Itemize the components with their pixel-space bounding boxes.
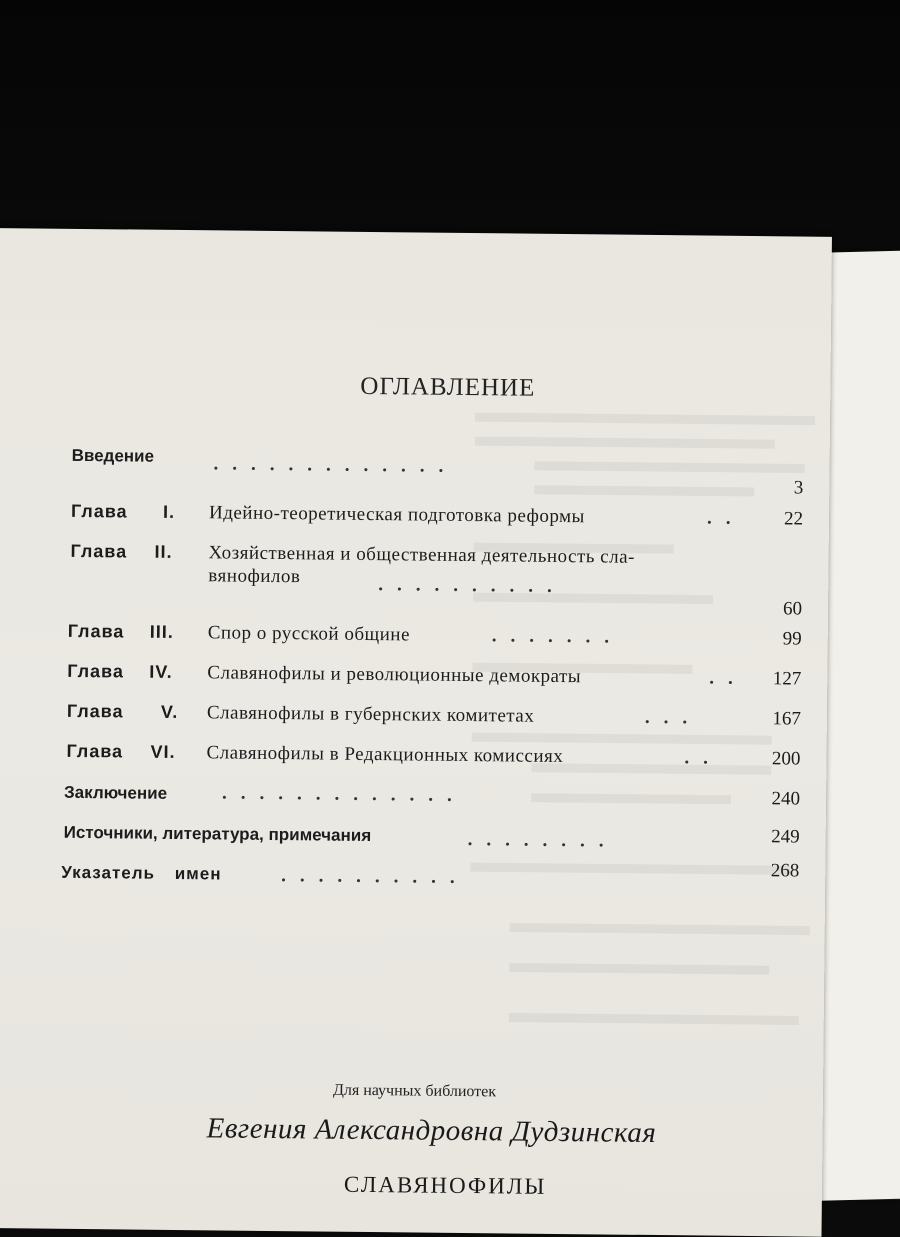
chapter-label: Глава xyxy=(67,620,125,642)
toc-page-number: 167 xyxy=(772,708,802,730)
chapter-label: Глава xyxy=(70,540,128,562)
chapter-title: Идейно-теоретическая подготовка реформы xyxy=(208,502,585,528)
chapter-numeral: II. xyxy=(154,541,173,562)
toc-entry-conclusion[interactable] xyxy=(0,780,826,823)
toc-entry-chapter-3[interactable] xyxy=(0,620,828,663)
leader-dots: .. xyxy=(709,667,747,689)
toc-page-number: 127 xyxy=(772,668,802,690)
chapter-numeral: III. xyxy=(149,621,174,642)
leader-dots: .. xyxy=(684,747,723,769)
toc-entry-chapter-6[interactable] xyxy=(0,740,827,783)
leader-dots: ... xyxy=(644,706,702,729)
chapter-label: Глава xyxy=(66,700,124,722)
toc-page-number: 240 xyxy=(771,788,801,810)
toc-entry-chapter-1[interactable] xyxy=(0,500,829,543)
leader-dots: ............. xyxy=(221,782,466,807)
leader-dots: ........ xyxy=(467,829,618,852)
chapter-title-continued: вянофилов xyxy=(208,565,301,588)
toc-entry-title: Заключение xyxy=(63,782,168,803)
toc-page-number: 268 xyxy=(770,860,800,882)
chapter-title: Хозяйственная и общественная деятельность сла- xyxy=(208,542,636,568)
chapter-numeral: I. xyxy=(162,501,176,522)
leader-dots: ............. xyxy=(213,453,458,477)
toc-entry-index[interactable] xyxy=(0,852,825,901)
toc-page-number: 60 xyxy=(782,598,803,620)
leader-dots: .......... xyxy=(281,865,469,889)
leader-dots: ....... xyxy=(491,625,624,648)
toc-entry-title: Источники, литература, примечания xyxy=(63,822,372,846)
toc-entry-intro[interactable] xyxy=(0,445,830,499)
toc-entry-chapter-2[interactable] xyxy=(0,540,829,619)
library-note: Для научных библиотек xyxy=(332,1081,497,1101)
toc-page-number: 249 xyxy=(771,826,800,848)
toc-page-number: 200 xyxy=(771,748,801,770)
book-page xyxy=(0,228,832,1237)
chapter-title: Славянофилы в губернских комитетах xyxy=(206,702,535,727)
toc-page-number: 22 xyxy=(783,508,804,530)
chapter-label: Глава xyxy=(66,740,124,762)
book-title: СЛАВЯНОФИЛЫ xyxy=(343,1171,547,1199)
chapter-title: Славянофилы и революционные демократы xyxy=(207,662,582,688)
chapter-title: Славянофилы в Редакционных комиссиях xyxy=(206,742,564,768)
toc-entry-chapter-5[interactable] xyxy=(0,700,827,743)
chapter-label: Глава xyxy=(67,660,125,682)
chapter-label: Глава xyxy=(70,500,128,522)
toc-entry-title: Указатель имен xyxy=(61,862,222,884)
leader-dots: .......... xyxy=(378,574,566,598)
chapter-title: Спор о русской общине xyxy=(207,622,411,646)
toc-entry-title: Введение xyxy=(71,445,155,466)
author-name: Евгения Александровна Дудзинская xyxy=(206,1112,657,1150)
chapter-numeral: V. xyxy=(160,701,179,722)
toc-page-number: 99 xyxy=(782,628,802,650)
page-title: ОГЛАВЛЕНИЕ xyxy=(360,372,536,402)
chapter-numeral: IV. xyxy=(149,661,173,682)
leader-dots: .. xyxy=(706,507,745,529)
chapter-numeral: VI. xyxy=(150,741,176,762)
table-of-contents xyxy=(0,228,832,1237)
toc-page-number: 3 xyxy=(793,477,804,499)
toc-entry-chapter-4[interactable] xyxy=(0,660,827,703)
